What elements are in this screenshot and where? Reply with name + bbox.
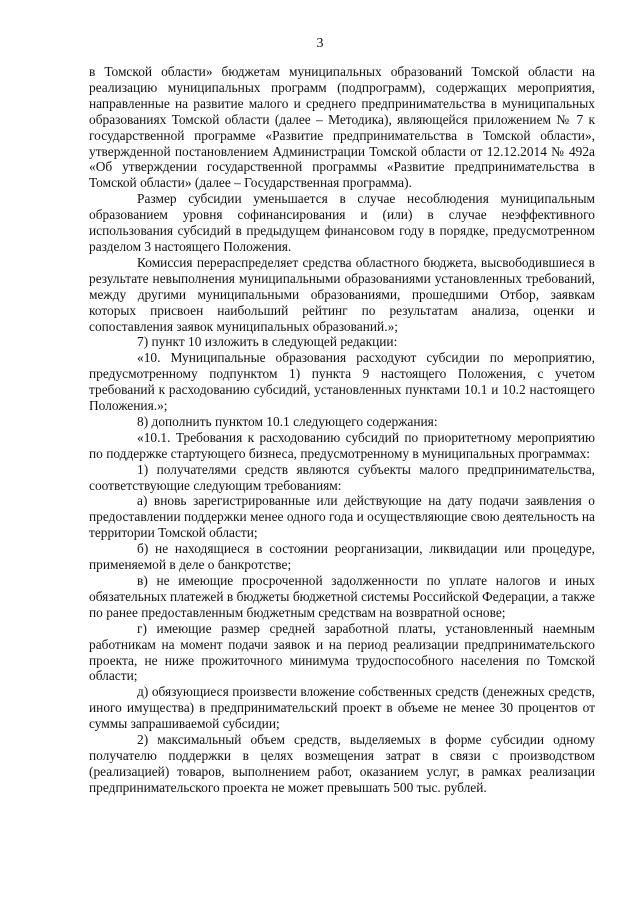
paragraph-requirement-b: б) не находящиеся в состоянии реорганизации, ликвидации или процедуре, применяемой в деле о банкротстве; [89,541,595,573]
paragraph-requirement-d: г) имеющие размер средней заработной платы, установленный наемным работникам на момент подачи заявок и на период реализации предпринимательского проекта, не ниже прожиточного минимума трудоспособного населения по Томской области; [89,620,595,684]
paragraph-requirement-c: в) не имеющие просроченной задолженности по уплате налогов и иных обязательных платежей в бюджеты бюджетной системы Российской Федерации, а также по ранее предоставленным бюджетным средствам на возвратной основе; [89,573,595,620]
paragraph-item-8: 8) дополнить пунктом 10.1 следующего содержания: [137,413,438,429]
paragraph-requirement-e: д) обязующиеся произвести вложение собственных средств (денежных средств, иного имущества) в предпринимательский проект в объеме не менее 30 процентов от суммы запрашиваемой субсидии; [89,684,595,732]
paragraph-maximum-amount: 2) максимальный объем средств, выделяемых в форме субсидии одному получателю поддержки в целях возмещения затрат в связи с производством (реализацией) товаров, выполнением работ, оказанием услуг, в рамках реализации предпринимательского проекта не может превышать 500 тыс. рублей. [89,732,595,795]
paragraph-requirement-a: а) вновь зарегистрированные или действующие на дату подачи заявления о предоставлении поддержки менее одного года и осуществляющие свою деятельность на территории Томской области; [89,493,595,541]
paragraph-subsidy-reduction: Размер субсидии уменьшается в случае несоблюдения муниципальным образованием уровня софинансирования и (или) в случае неэффективного использования субсидий в предыдущем финансовом году в порядке, предусмотренном разделом 3 настоящего Положения. [89,191,595,254]
paragraph-recipients: 1) получателями средств являются субъекты малого предпринимательства, соответствующие следующим требованиям: [89,461,595,493]
paragraph-clause-10: «10. Муниципальные образования расходуют субсидии по мероприятию, предусмотренному подпунктом 1) пункта 9 настоящего Положения, с учетом требований к расходованию субсидий, установленных пунктами 10.1 и 10.2 настоящего Положения.»; [89,350,595,414]
paragraph-clause-10-1: «10.1. Требования к расходованию субсидий по приоритетному мероприятию по поддержке стартующего бизнеса, предусмотренному в муниципальных программах: [89,429,595,461]
page-number: 3 [316,36,324,51]
paragraph-item-7: 7) пункт 10 изложить в следующей редакции: [137,334,398,350]
paragraph-methodology-reference: в Томской области» бюджетам муниципальных образований Томской области на реализацию муниципальных программ (подпрограмм), содержащих мероприятия, направленные на развитие малого и среднего предпринимательства в муниципальных образованиях Томской области (далее – Методика), являющейся приложением № 7 к государственной программе «Развитие предпринимательства в Томской области», утвержденной постановлением Администрации Томской области от 12.12.2014 № 492а «Об утверждении государственной программы «Развитие предпринимательства в Томской области» (далее – Государственная программа). [89,64,595,191]
paragraph-commission-redistribution: Комиссия перераспределяет средства областного бюджета, высвободившиеся в результате невыполнения муниципальными образованиями установленных требований, между другими муниципальными образованиями, прошедшими Отбор, заявкам которых присвоен наибольший рейтинг по результатам анализа, оценки и сопоставления заявок муниципальных образований.»; [89,254,595,334]
document-body [89,64,595,796]
